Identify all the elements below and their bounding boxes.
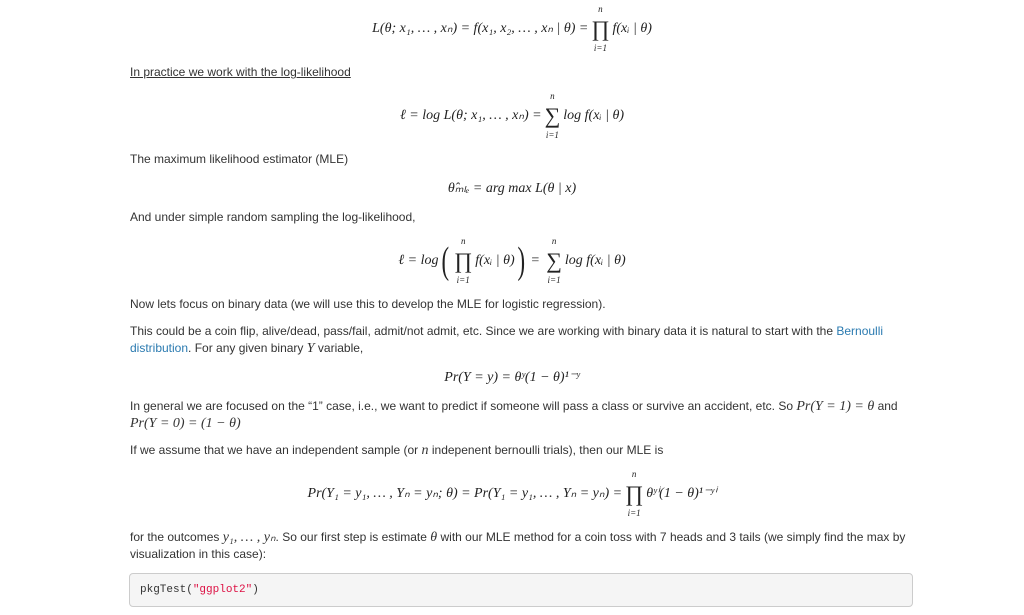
para1-text: In practice we work with the log-likelihood <box>130 65 351 79</box>
eq-lhs: ℓ = log L(θ; x₁, … , xₙ) = <box>399 108 542 123</box>
paragraph-bernoulli <box>130 323 915 357</box>
para5-text-2: . For any given binary <box>188 341 307 355</box>
code-function: pkgTest( <box>140 584 193 596</box>
product-symbol: ∏ <box>625 481 644 506</box>
paragraph-general <box>130 398 915 432</box>
eq-rhs: log f(xᵢ | θ) <box>563 108 625 123</box>
sum-operator <box>546 236 562 286</box>
product-operator <box>591 4 609 54</box>
inline-math: y₁, … , yₙ <box>222 530 276 545</box>
product-symbol: ∏ <box>591 16 610 41</box>
eq-lhs: ℓ = log <box>398 253 439 268</box>
equation-bernoulli <box>0 367 1024 388</box>
eq-text: Pr(Y = y) = θʸ(1 − θ)¹⁻ʸ <box>444 370 580 385</box>
math-var: Y <box>306 341 315 356</box>
para8-text-2: . So our first step is estimate <box>275 530 431 544</box>
code-close: ) <box>252 584 259 596</box>
upper-limit: n <box>631 469 637 479</box>
product-operator <box>625 469 643 519</box>
sum-symbol: ∑ <box>544 103 561 128</box>
lower-limit: i=1 <box>547 275 561 285</box>
lower-limit: i=1 <box>627 508 641 518</box>
code-string: "ggplot2" <box>192 584 253 596</box>
sum-operator <box>545 91 561 141</box>
equation-likelihood <box>0 4 1024 54</box>
para5-text-3: variable, <box>314 341 364 355</box>
para7-text: If we assume that we have an independent sample (or <box>130 443 422 457</box>
eq-inner: f(xᵢ | θ) <box>475 253 515 268</box>
paragraph-binary <box>130 296 915 313</box>
upper-limit: n <box>460 236 466 246</box>
para4-text: Now lets focus on binary data (we will use this to develop the MLE for logistic regression). <box>130 297 606 311</box>
para7-text-2: indepenent bernoulli trials), then our MLE is <box>428 443 664 457</box>
upper-limit: n <box>598 4 603 14</box>
equation-mle <box>0 178 1024 199</box>
left-paren: ( <box>441 240 449 282</box>
right-paren: ) <box>517 240 525 282</box>
eq-lhs: Pr(Y₁ = y₁, … , Yₙ = yₙ; θ) = Pr(Y₁ = y₁, … , Yₙ = yₙ) = <box>307 486 623 501</box>
para2-text: The maximum likelihood estimator (MLE) <box>130 152 349 166</box>
para6-text-2: and <box>874 399 898 413</box>
lower-limit: i=1 <box>545 130 559 140</box>
eq-lhs: L(θ; x₁, … , xₙ) = f(x₁, x₂, … , xₙ | θ) = <box>372 21 589 36</box>
equation-joint <box>0 469 1024 519</box>
para6-text: In general we are focused on the “1” case, i.e., we want to predict if someone will pass a class or survive an accident, etc. So <box>130 399 797 413</box>
upper-limit: n <box>551 236 557 246</box>
code-block <box>129 573 913 607</box>
bernoulli-link[interactable]: Bernoulli distribution <box>130 324 884 355</box>
sum-symbol: ∑ <box>546 248 562 273</box>
eq-rhs: f(xᵢ | θ) <box>612 21 652 36</box>
math-var: n <box>421 443 429 458</box>
para3-text: And under simple random sampling the log-likelihood, <box>130 210 416 224</box>
paragraph-outcomes <box>130 529 915 563</box>
math-var: θ <box>430 530 438 545</box>
eq-text: θ̂ₘₗₑ = arg max L(θ | x) <box>447 181 577 196</box>
product-symbol: ∏ <box>454 248 473 273</box>
para5-text: This could be a coin flip, alive/dead, pass/fail, admit/not admit, etc. Since we are working with binary data it is natural to start with the <box>130 324 837 338</box>
equation-srs-log-likelihood <box>0 236 1024 286</box>
product-operator <box>454 236 472 286</box>
eq-rhs: θʸⁱ(1 − θ)¹⁻ʸⁱ <box>646 486 717 501</box>
paragraph-srs <box>130 209 915 226</box>
inline-math: Pr(Y = 1) = θ <box>796 399 875 414</box>
eq-rhs: log f(xᵢ | θ) <box>564 253 626 268</box>
lower-limit: i=1 <box>456 275 470 285</box>
equals-sign: = <box>531 253 540 268</box>
upper-limit: n <box>550 91 555 101</box>
inline-math-2: Pr(Y = 0) = (1 − θ) <box>130 416 241 431</box>
para8-text-3: with our MLE method for a coin toss with 7 heads and 3 tails (we simply find the max by visualization in this case): <box>130 530 906 561</box>
equation-log-likelihood <box>0 91 1024 141</box>
paragraph-log-likelihood <box>130 64 915 81</box>
paragraph-mle <box>130 151 915 168</box>
para8-text: for the outcomes <box>130 530 223 544</box>
lower-limit: i=1 <box>593 43 607 53</box>
paragraph-independent <box>130 442 915 459</box>
